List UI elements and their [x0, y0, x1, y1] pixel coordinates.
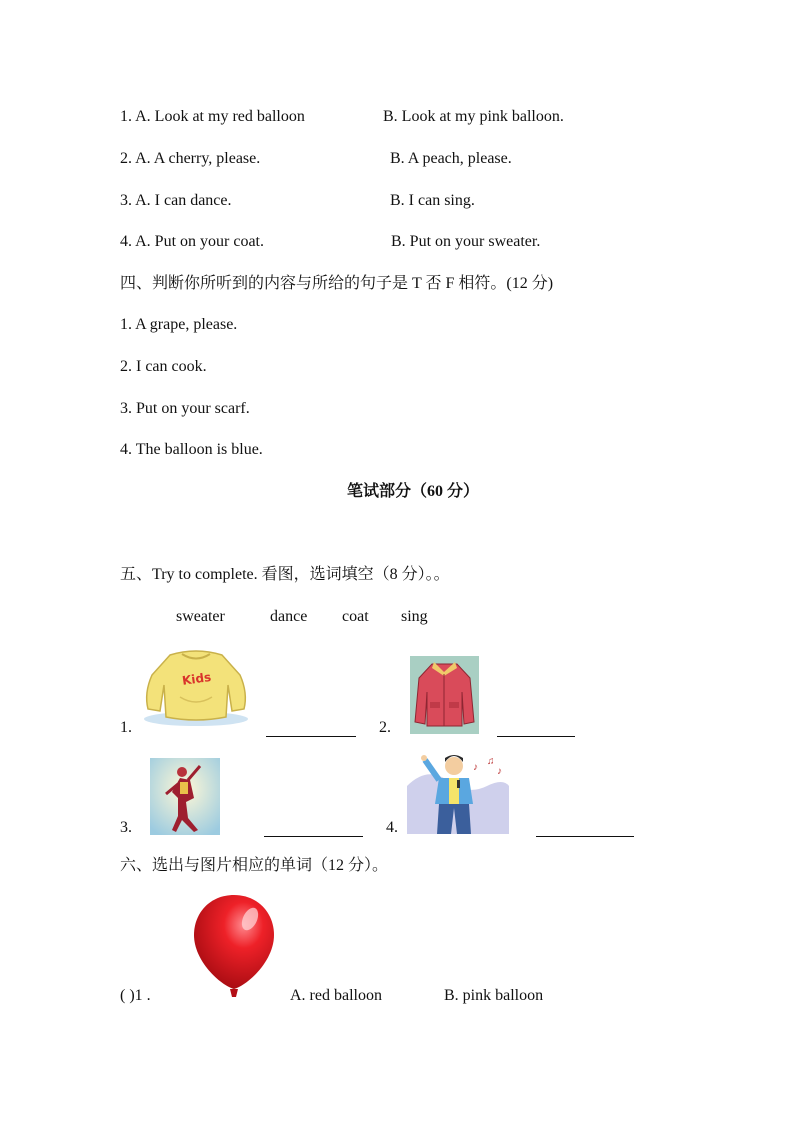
- svg-text:♪: ♪: [497, 766, 502, 777]
- dancer-image: [150, 758, 220, 835]
- s3-item-3-a: 3. A. I can dance.: [120, 192, 232, 209]
- s3-item-4-b: B. Put on your sweater.: [391, 233, 541, 250]
- s4-item-4: 4. The balloon is blue.: [120, 441, 263, 458]
- red-balloon-image: [192, 893, 276, 1001]
- coat-image: [410, 656, 479, 734]
- svg-text:♪: ♪: [473, 762, 478, 773]
- word-bank-coat: coat: [342, 608, 369, 625]
- section5-heading: 五、Try to complete. 看图，选词填空（8 分）。。: [120, 566, 450, 583]
- section4-heading: 四、判断你所听到的内容与所给的句子是 T 否 F 相符。(12 分): [120, 275, 554, 292]
- s5-number-3: 3.: [120, 819, 132, 836]
- word-bank-dance: dance: [270, 608, 308, 625]
- answer-blank-1[interactable]: [266, 736, 356, 737]
- answer-blank-2[interactable]: [497, 736, 575, 737]
- s4-item-2: 2. I can cook.: [120, 358, 207, 375]
- s3-item-2-a: 2. A. A cherry, please.: [120, 150, 261, 167]
- s6-item-1-paren: ( )1 .: [120, 987, 151, 1004]
- section6-heading: 六、选出与图片相应的单词（12 分）。: [120, 857, 389, 874]
- word-bank-sing: sing: [401, 608, 428, 625]
- written-part-title: 笔试部分（60 分）: [347, 483, 480, 500]
- s4-item-1: 1. A grape, please.: [120, 316, 238, 333]
- s4-item-3: 3. Put on your scarf.: [120, 400, 250, 417]
- s3-item-1-a: 1. A. Look at my red balloon: [120, 108, 305, 125]
- s3-item-2-b: B. A peach, please.: [390, 150, 512, 167]
- s6-item-1-option-b[interactable]: B. pink balloon: [444, 987, 544, 1004]
- svg-text:♫: ♫: [487, 756, 495, 767]
- s5-number-2: 2.: [379, 719, 391, 736]
- s5-number-4: 4.: [386, 819, 398, 836]
- s3-item-1-b: B. Look at my pink balloon.: [383, 108, 564, 125]
- answer-blank-4[interactable]: [536, 836, 634, 837]
- s3-item-4-a: 4. A. Put on your coat.: [120, 233, 264, 250]
- s6-item-1-option-a[interactable]: A. red balloon: [290, 987, 382, 1004]
- sweater-text: Kids: [181, 669, 212, 688]
- singer-image: [407, 746, 509, 834]
- answer-blank-3[interactable]: [264, 836, 363, 837]
- s5-number-1: 1.: [120, 719, 132, 736]
- s3-item-3-b: B. I can sing.: [390, 192, 475, 209]
- word-bank-sweater: sweater: [176, 608, 225, 625]
- sweater-image: [140, 645, 252, 727]
